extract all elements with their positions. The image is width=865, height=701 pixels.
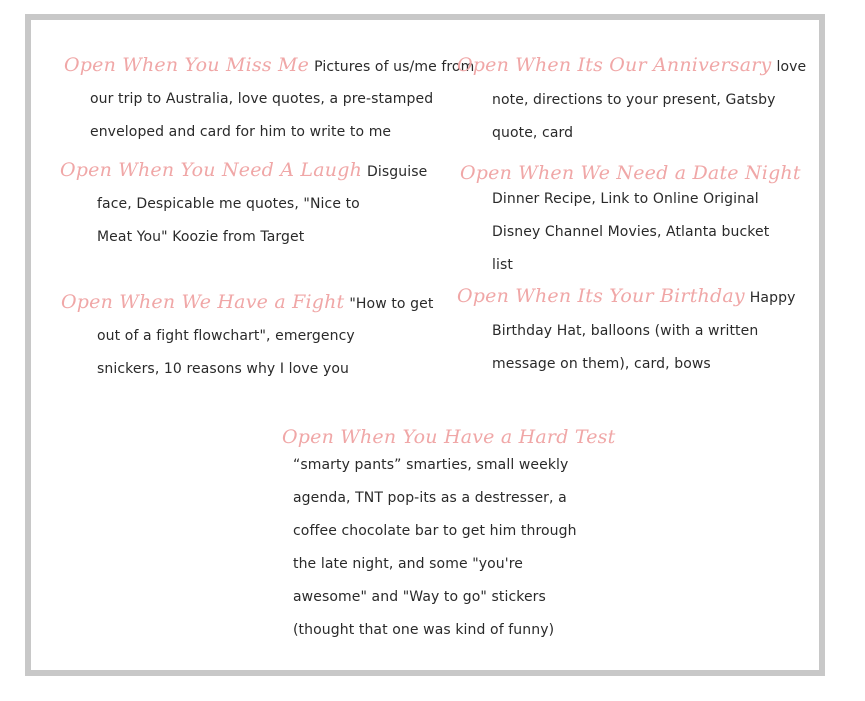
section-text-line: “smarty pants” smarties, small weekly — [293, 457, 569, 473]
page-border — [25, 14, 825, 676]
section-text-line: Happy — [749, 290, 796, 306]
section-text-line: Pictures of us/me from — [314, 59, 475, 75]
section-text-line: "How to get — [349, 296, 434, 312]
section-text-line: list — [492, 257, 513, 273]
section-text-line: snickers, 10 reasons why I love you — [97, 361, 349, 377]
section-heading: Open When You Have a Hard Test — [282, 426, 616, 448]
section-heading: Open When We Need a Date Night — [460, 162, 801, 184]
section-text-line: agenda, TNT pop-its as a destresser, a — [293, 490, 567, 506]
section-text-line: coffee chocolate bar to get him through — [293, 523, 577, 539]
section-heading: Open When You Miss Me — [64, 54, 310, 76]
section-text-line: Disney Channel Movies, Atlanta bucket — [492, 224, 770, 240]
section-text-line: Dinner Recipe, Link to Online Original — [492, 191, 759, 207]
section-heading: Open When Its Your Birthday — [457, 285, 745, 307]
section-text-line: face, Despicable me quotes, "Nice to — [97, 196, 360, 212]
section-text-line: Disguise — [367, 164, 428, 180]
section-text-line: our trip to Australia, love quotes, a pre-stamped — [90, 91, 434, 107]
section-heading: Open When Its Our Anniversary — [457, 54, 772, 76]
section-text-line: love — [776, 59, 807, 75]
section-text-line: Birthday Hat, balloons (with a written — [492, 323, 759, 339]
section-heading: Open When We Have a Fight — [61, 291, 345, 313]
section-text-line: Meat You" Koozie from Target — [97, 229, 305, 245]
section-text-line: awesome" and "Way to go" stickers — [293, 589, 546, 605]
section-text-line: enveloped and card for him to write to me — [90, 124, 392, 140]
section-text-line: note, directions to your present, Gatsby — [492, 92, 776, 108]
section-text-line: message on them), card, bows — [492, 356, 711, 372]
section-heading: Open When You Need A Laugh — [60, 159, 363, 181]
section-text-line: quote, card — [492, 125, 574, 141]
section-text-line: the late night, and some "you're — [293, 556, 523, 572]
section-text-line: out of a fight flowchart", emergency — [97, 328, 355, 344]
section-text-line: (thought that one was kind of funny) — [293, 622, 555, 638]
